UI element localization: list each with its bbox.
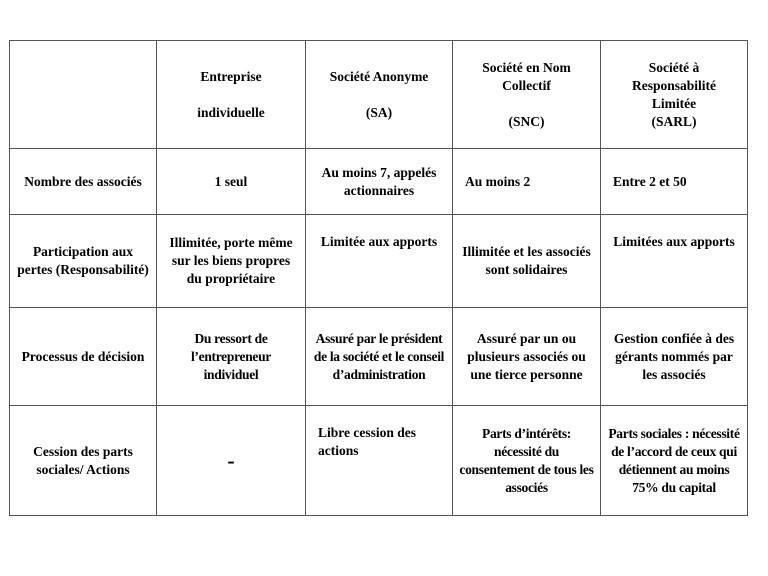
header-sarl-line3: Limitée — [651, 95, 697, 111]
cell-sa-decision: Assuré par le président de la société et le conseil d’administration — [306, 308, 453, 406]
cell-sa-nombre: Au moins 7, appelés actionnaires — [306, 149, 453, 215]
cell-ei-cession: - — [157, 406, 306, 516]
cell-sarl-nombre: Entre 2 et 50 — [601, 149, 748, 215]
row-label-cession-parts: Cession des parts sociales/ Actions — [10, 406, 157, 516]
cell-snc-decision: Assuré par un ou plusieurs associés ou une tierce personne — [453, 308, 601, 406]
cell-ei-decision: Du ressort de l’entrepreneur individuel — [157, 308, 306, 406]
header-sarl-line2: Responsabilité — [631, 77, 716, 93]
cell-sa-participation: Limitée aux apports — [306, 215, 453, 308]
header-societe-anonyme — [306, 41, 453, 149]
header-sarl-line1: Société à — [648, 59, 700, 75]
header-snc-line3: (SNC) — [508, 113, 545, 129]
header-entreprise-individuelle — [157, 41, 306, 149]
row-label-participation-pertes: Participation aux pertes (Responsabilité) — [10, 215, 157, 308]
row-label-processus-decision: Processus de décision — [10, 308, 157, 406]
row-label-nombre-associes: Nombre des associés — [10, 149, 157, 215]
header-ei-line2: individuelle — [197, 104, 265, 120]
cell-snc-nombre: Au moins 2 — [453, 149, 601, 215]
header-sa-line1: Société Anonyme — [329, 68, 429, 84]
header-sarl — [601, 41, 748, 149]
corner-cell — [10, 41, 157, 149]
header-ei-line1: Entreprise — [200, 68, 262, 84]
header-snc-line2: Collectif — [502, 77, 551, 93]
cell-ei-nombre: 1 seul — [157, 149, 306, 215]
header-snc — [453, 41, 601, 149]
table-row — [10, 215, 748, 308]
cell-snc-participation: Illimitée et les associés sont solidaires — [453, 215, 601, 308]
cell-sarl-participation: Limitées aux apports — [601, 215, 748, 308]
header-snc-line1: Société en Nom — [482, 59, 571, 75]
cell-ei-participation: Illimitée, porte même sur les biens propres du propriétaire — [157, 215, 306, 308]
header-sarl-line4: (SARL) — [651, 113, 697, 129]
cell-sa-cession: Libre cession des actions — [306, 406, 453, 516]
table-row — [10, 406, 748, 516]
header-row — [10, 41, 748, 149]
header-sa-line2: (SA) — [365, 104, 393, 120]
comparison-table — [9, 40, 748, 516]
cell-snc-cession: Parts d’intérêts: nécessité du consentement de tous les associés — [453, 406, 601, 516]
cell-sarl-cession: Parts sociales : nécessité de l’accord de ceux qui détiennent au moins 75% du capital — [601, 406, 748, 516]
cell-sarl-decision: Gestion confiée à des gérants nommés par les associés — [601, 308, 748, 406]
table-row — [10, 149, 748, 215]
table-row — [10, 308, 748, 406]
